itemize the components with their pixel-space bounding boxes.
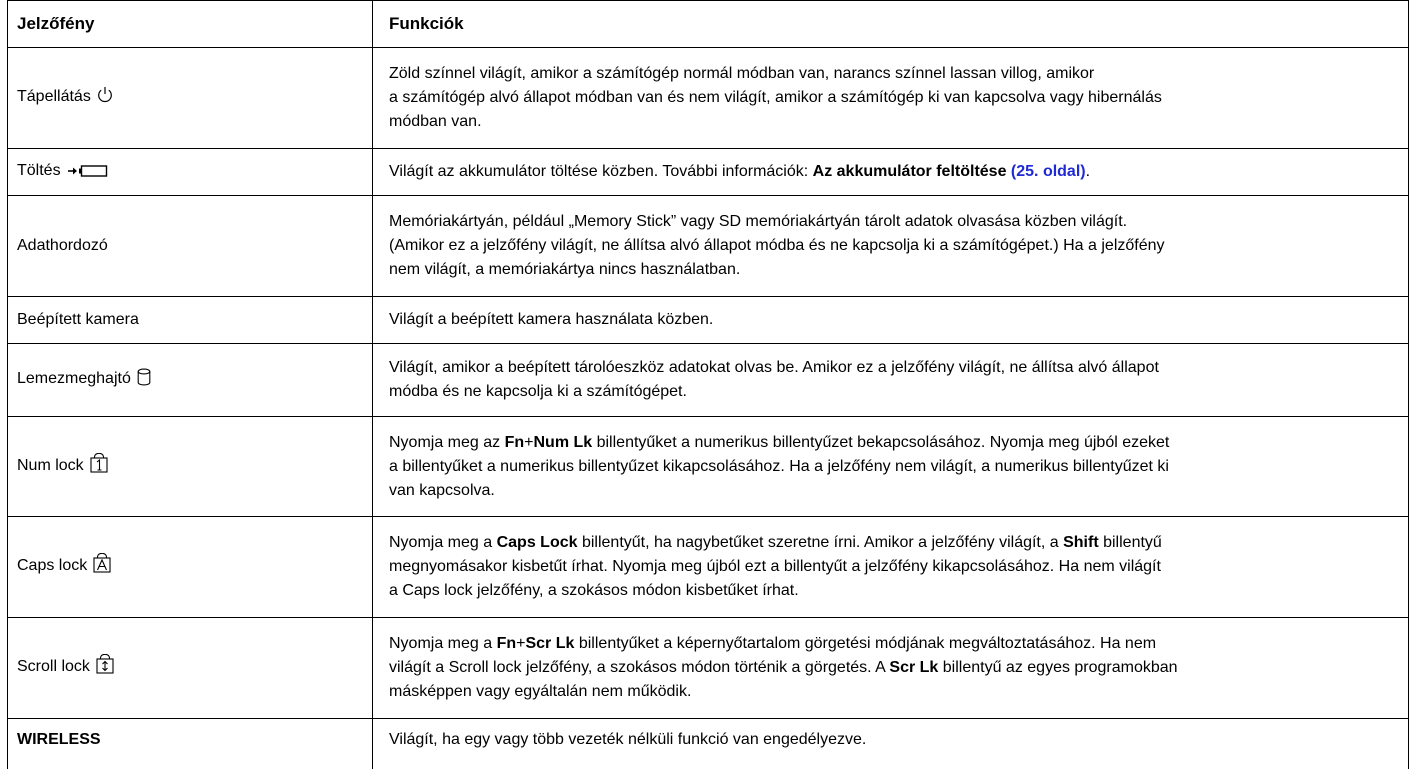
indicator-description (373, 517, 1409, 618)
table-row (8, 344, 1409, 417)
indicator-description (373, 344, 1409, 417)
disk-drive-icon (137, 368, 151, 394)
indicator-description (373, 48, 1409, 149)
indicator-description (373, 417, 1409, 517)
key-name: Fn (496, 635, 517, 652)
indicator-name-cell (8, 297, 373, 344)
indicator-name-cell (8, 149, 373, 196)
page-reference-link[interactable]: (25. oldal) (1010, 163, 1086, 180)
indicator-description (373, 149, 1409, 196)
key-name: Caps Lock (496, 534, 578, 551)
indicator-description (373, 719, 1409, 769)
indicator-name-cell (8, 48, 373, 149)
table-row (8, 517, 1409, 618)
indicator-name: Caps lock (17, 557, 88, 574)
indicator-name: WIRELESS (17, 731, 101, 748)
indicator-description (373, 618, 1409, 719)
description-text: Memóriakártyán, például „Memory Stick” vagy SD memóriakártyán tárolt adatok olvasása közben világít. (Amikor ez a jelzőfény világít, ne állítsa alvó állapot módba és ne kapcsolja ki a számítógépet.) Ha a jelzőfény nem világít, a memóriakártya nincs használatban. (389, 213, 1165, 278)
indicator-name: Num lock (17, 456, 84, 474)
indicator-name-cell (8, 618, 373, 719)
indicator-name: Tápellátás (17, 87, 91, 105)
table-row (8, 417, 1409, 517)
table-row (8, 719, 1409, 769)
key-name: Shift (1063, 534, 1099, 551)
column-header-indicator: Jelzőfény (8, 1, 373, 48)
key-plus: + (524, 433, 534, 451)
indicator-description (373, 297, 1409, 344)
table-row (8, 196, 1409, 297)
table-row (8, 149, 1409, 196)
indicator-table (7, 0, 1409, 769)
key-name: Scr Lk (525, 635, 575, 652)
description-text: Világít a beépített kamera használata közben. (389, 311, 714, 328)
battery-charge-icon (67, 162, 109, 186)
column-header-functions: Funkciók (373, 1, 1409, 48)
indicator-name: Adathordozó (17, 237, 108, 254)
key-name: Num Lk (533, 433, 593, 451)
description-text: Zöld színnel világít, amikor a számítógép normál módban van, narancs színnel lassan villog, amikor a számítógép alvó állapot módban van és nem világít, amikor a számítógép ki van kapcsolva vagy hibernálás módban van. (389, 65, 1162, 130)
description-text: billentyű az egyes programokban másképpen vagy egyáltalán nem működik. (389, 659, 1178, 700)
key-name: Scr Lk (889, 659, 939, 676)
num-lock-icon (90, 453, 108, 481)
table-row (8, 297, 1409, 344)
indicator-name: Beépített kamera (17, 311, 139, 328)
indicator-name-cell (8, 719, 373, 769)
description-text: Nyomja meg a (389, 635, 497, 652)
indicator-name-cell (8, 344, 373, 417)
description-text: billentyű megnyomásakor kisbetűt írhat. Nyomja meg újból ezt a billentyűt a jelzőfény kikapcsolásához. Ha nem világít a Caps lock jelzőfény, a szokásos módon kisbetűket írhat. (389, 534, 1162, 599)
indicator-description (373, 196, 1409, 297)
table-header-row (8, 1, 1409, 48)
description-text: Világít, ha egy vagy több vezeték nélküli funkció van engedélyezve. (389, 731, 867, 748)
key-name: Fn (504, 433, 525, 451)
scroll-lock-icon (96, 654, 114, 682)
caps-lock-icon (93, 553, 111, 581)
indicator-name: Scroll lock (17, 658, 90, 675)
description-text: Világít az akkumulátor töltése közben. További információk: (389, 163, 813, 180)
indicator-name-cell (8, 196, 373, 297)
description-text: Világít, amikor a beépített tárolóeszköz adatokat olvas be. Amikor ez a jelzőfény világít, ne állítsa alvó állapot módba és ne kapcsolja ki a számítógépet. (389, 359, 1159, 400)
description-text: . (1085, 163, 1091, 180)
cross-reference-title: Az akkumulátor feltöltése (812, 163, 1007, 180)
indicator-name: Lemezmeghajtó (17, 369, 131, 387)
description-text: Nyomja meg a (389, 534, 497, 551)
indicator-name-cell (8, 517, 373, 618)
key-plus: + (516, 635, 526, 652)
power-icon (97, 86, 113, 112)
description-text: Nyomja meg az (389, 433, 505, 451)
table-row (8, 48, 1409, 149)
indicator-name: Töltés (17, 161, 61, 179)
indicator-name-cell (8, 417, 373, 517)
description-text: billentyűket a numerikus billentyűzet bekapcsolásához. Nyomja meg újból ezeket a billentyűket a numerikus billentyűzet kikapcsolásához. Ha a jelzőfény nem világít, a numerikus billentyűzet ki van kapcsolva. (389, 433, 1170, 499)
description-text: billentyűket a képernyőtartalom görgetési módjának megváltoztatásához. Ha nem világít a Scroll lock jelzőfény, a szokásos módon történik a görgetés. A (389, 635, 1157, 676)
table-row (8, 618, 1409, 719)
description-text: billentyűt, ha nagybetűket szeretne írni. Amikor a jelzőfény világít, a (577, 534, 1064, 551)
